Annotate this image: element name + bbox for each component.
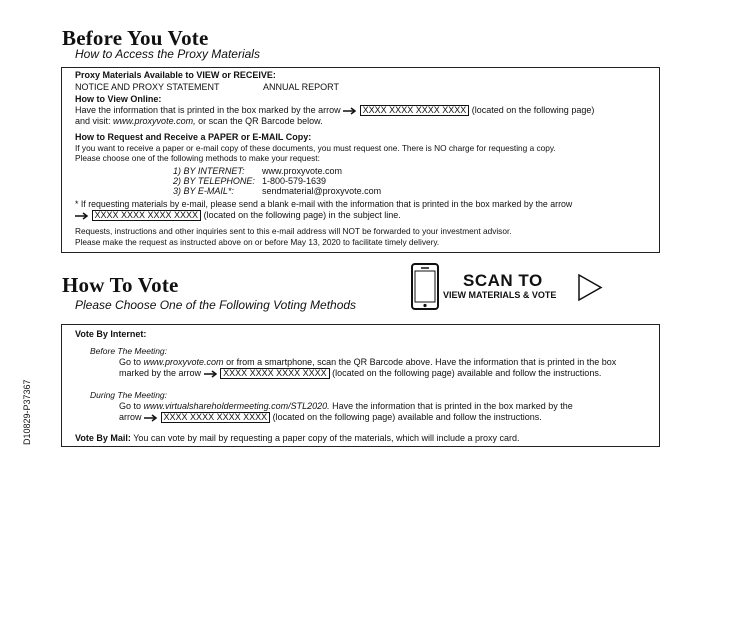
before-go-to: Go to xyxy=(119,357,142,367)
during-line2-suffix: (located on the following page) available and follow the instructions. xyxy=(272,412,542,422)
email-note-line1: * If requesting materials by e-mail, please send a blank e-mail with the information that is printed in the box marked by the arrow xyxy=(75,199,573,209)
control-number-box: XXXX XXXX XXXX XXXX xyxy=(161,412,271,423)
arrow-right-icon xyxy=(75,212,89,220)
vote-internet-heading: Vote By Internet: xyxy=(75,329,147,339)
proxyvote-link[interactable]: www.proxyvote.com xyxy=(143,357,224,367)
before-meeting-line2 xyxy=(119,368,601,379)
method-telephone-label: 2) BY TELEPHONE: xyxy=(173,176,255,186)
view-online-line2 xyxy=(75,116,323,127)
before-line1-text: or from a smartphone, scan the QR Barcode above. Have the information that is printed in the box xyxy=(226,357,617,367)
during-meeting-line2 xyxy=(119,412,542,423)
before-you-vote-title: Before You Vote xyxy=(62,26,209,50)
before-line2-text: marked by the arrow xyxy=(119,368,202,378)
forward-note: Requests, instructions and other inquiries sent to this e-mail address will NOT be forwarded to your investment advisor. xyxy=(75,226,512,236)
during-go-to: Go to xyxy=(119,401,142,411)
voting-methods-box xyxy=(61,324,660,447)
arrow-right-icon xyxy=(204,370,218,378)
view-online-heading: How to View Online: xyxy=(75,94,162,104)
smartphone-icon xyxy=(411,263,439,310)
method-email-label: 3) BY E-MAIL*: xyxy=(173,186,234,196)
proxy-materials-box xyxy=(61,67,660,253)
during-line1-text: Have the information that is printed in the box marked by the xyxy=(332,401,573,411)
arrow-right-icon xyxy=(144,414,158,422)
email-note-suffix: (located on the following page) in the subject line. xyxy=(203,210,401,220)
method-internet-label: 1) BY INTERNET: xyxy=(173,166,245,176)
view-line1-text: Have the information that is printed in the box marked by the arrow xyxy=(75,105,341,115)
vote-mail-heading: Vote By Mail: xyxy=(75,433,131,443)
request-heading: How to Request and Receive a PAPER or E-MAIL Copy: xyxy=(75,132,312,142)
how-to-vote-subtitle: Please Choose One of the Following Voting Methods xyxy=(75,298,357,312)
scan-title: SCAN TO xyxy=(463,271,543,290)
view-line2-text: and visit: xyxy=(75,116,111,126)
virtual-meeting-link[interactable]: www.virtualshareholdermeeting.com/STL2020. xyxy=(143,401,330,411)
control-number-box: XXXX XXXX XXXX XXXX xyxy=(360,105,470,116)
before-you-vote-subtitle: How to Access the Proxy Materials xyxy=(75,47,260,61)
before-meeting-heading: Before The Meeting: xyxy=(90,346,168,356)
doc-annual-report: ANNUAL REPORT xyxy=(263,82,340,92)
method-email-value[interactable]: sendmaterial@proxyvote.com xyxy=(262,186,382,196)
during-meeting-line1 xyxy=(119,401,573,412)
play-arrow-icon xyxy=(577,273,603,302)
request-line1: If you want to receive a paper or e-mail copy of these documents, you must request one. There is NO charge for requesting a copy. xyxy=(75,143,556,153)
email-note-line2 xyxy=(75,210,401,221)
control-number-box: XXXX XXXX XXXX XXXX xyxy=(220,368,330,379)
arrow-right-icon xyxy=(343,107,357,115)
before-meeting-line1 xyxy=(119,357,616,368)
control-number-box: XXXX XXXX XXXX XXXX xyxy=(92,210,202,221)
view-line2-suffix: or scan the QR Barcode below. xyxy=(198,116,323,126)
deadline-note: Please make the request as instructed above on or before May 13, 2020 to facilitate timely delivery. xyxy=(75,237,440,247)
method-telephone-value[interactable]: 1-800-579-1639 xyxy=(262,176,327,186)
how-to-vote-title: How To Vote xyxy=(62,273,179,297)
view-line1-suffix: (located on the following page) xyxy=(471,105,595,115)
vote-by-mail-line xyxy=(75,433,520,444)
view-online-line1 xyxy=(75,105,594,116)
document-id-code: D10829-P37367 xyxy=(22,379,32,445)
before-line2-suffix: (located on the following page) available and follow the instructions. xyxy=(332,368,602,378)
available-heading: Proxy Materials Available to VIEW or RECEIVE: xyxy=(75,70,276,80)
request-line2: Please choose one of the following methods to make your request: xyxy=(75,153,320,163)
during-line2-text: arrow xyxy=(119,412,142,422)
scan-subtitle: VIEW MATERIALS & VOTE xyxy=(443,290,557,300)
method-internet-value[interactable]: www.proxyvote.com xyxy=(262,166,343,176)
vote-mail-text: You can vote by mail by requesting a paper copy of the materials, which will include a proxy card. xyxy=(133,433,520,443)
doc-notice-proxy: NOTICE AND PROXY STATEMENT xyxy=(75,82,220,92)
during-meeting-heading: During The Meeting: xyxy=(90,390,168,400)
proxyvote-link[interactable]: www.proxyvote.com, xyxy=(113,116,196,126)
